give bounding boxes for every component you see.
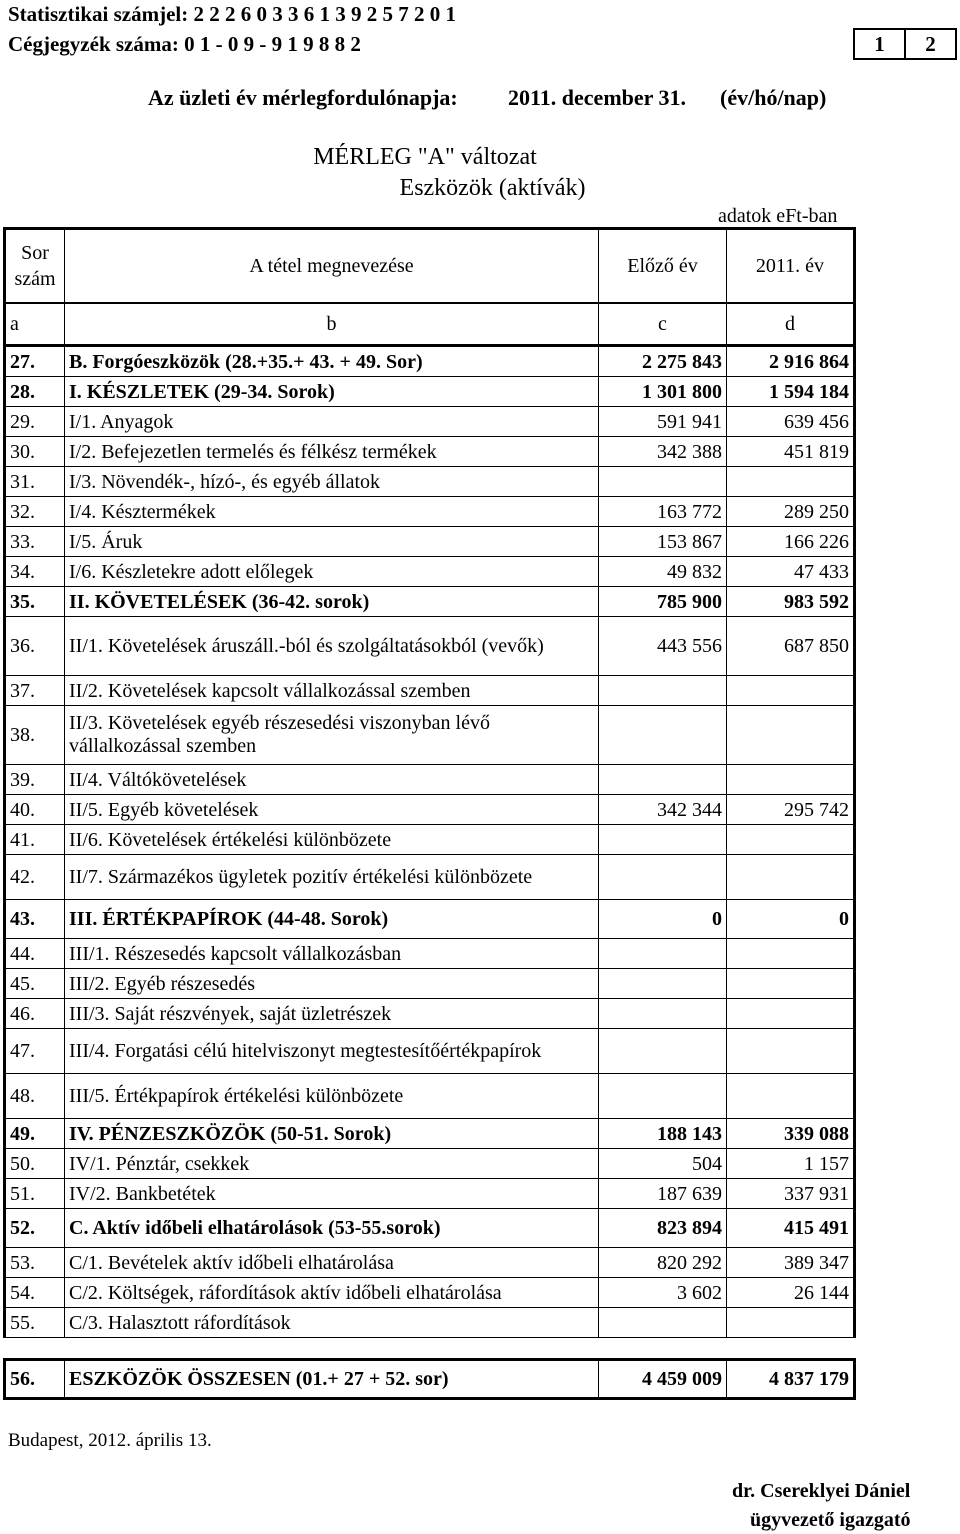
table-row — [5, 407, 855, 437]
total-row — [5, 1360, 855, 1399]
item-name: II/6. Követelések értékelési különbözete — [65, 825, 599, 855]
row-number: 30. — [5, 437, 65, 467]
row-number: 27. — [5, 346, 65, 377]
row-number: 52. — [5, 1209, 65, 1248]
statistical-number: Statisztikai számjel: 2 2 2 6 0 3 3 6 1 3 9 2 5 7 2 0 1 — [8, 2, 456, 26]
table-row — [5, 1278, 855, 1308]
page-number-box — [853, 28, 957, 60]
current-year-value — [727, 676, 855, 706]
current-year-value: 687 850 — [727, 617, 855, 676]
row-number: 51. — [5, 1179, 65, 1209]
row-number: 40. — [5, 795, 65, 825]
previous-year-value — [599, 855, 727, 900]
item-name: C/1. Bevételek aktív időbeli elhatárolása — [65, 1248, 599, 1278]
table-row — [5, 437, 855, 467]
previous-year-value: 163 772 — [599, 497, 727, 527]
item-name: II/4. Váltókövetelések — [65, 765, 599, 795]
previous-year-value: 820 292 — [599, 1248, 727, 1278]
previous-year-value: 1 301 800 — [599, 377, 727, 407]
current-year-value: 337 931 — [727, 1179, 855, 1209]
previous-year-value — [599, 1029, 727, 1074]
column-letter-a: a — [5, 303, 65, 346]
previous-year-value: 4 459 009 — [599, 1360, 727, 1399]
item-name: I/4. Késztermékek — [65, 497, 599, 527]
current-year-value: 451 819 — [727, 437, 855, 467]
current-year-value: 983 592 — [727, 587, 855, 617]
column-letter-c: c — [599, 303, 727, 346]
current-year-value — [727, 969, 855, 999]
table-row — [5, 676, 855, 706]
current-year-value — [727, 939, 855, 969]
table-row — [5, 527, 855, 557]
previous-year-value — [599, 825, 727, 855]
current-year-value: 295 742 — [727, 795, 855, 825]
current-year-value: 4 837 179 — [727, 1360, 855, 1399]
table-row — [5, 1119, 855, 1149]
table-row — [5, 969, 855, 999]
item-name: IV/1. Pénztár, csekkek — [65, 1149, 599, 1179]
item-name: IV. PÉNZESZKÖZÖK (50-51. Sorok) — [65, 1119, 599, 1149]
table-row — [5, 706, 855, 765]
units-note: adatok eFt-ban — [718, 205, 838, 227]
row-number: 33. — [5, 527, 65, 557]
current-year-value: 389 347 — [727, 1248, 855, 1278]
current-year-value — [727, 1308, 855, 1338]
current-year-value — [727, 765, 855, 795]
item-name: III/3. Saját részvények, saját üzletrészek — [65, 999, 599, 1029]
current-year-value — [727, 825, 855, 855]
balance-date: 2011. december 31. — [508, 85, 687, 110]
table-row — [5, 467, 855, 497]
item-name: I/5. Áruk — [65, 527, 599, 557]
current-year-value: 0 — [727, 900, 855, 939]
item-name: II/3. Követelések egyéb részesedési viszonyban lévő vállalkozással szemben — [65, 706, 599, 765]
row-number: 53. — [5, 1248, 65, 1278]
current-year-value: 26 144 — [727, 1278, 855, 1308]
row-number: 43. — [5, 900, 65, 939]
current-year-value: 1 157 — [727, 1149, 855, 1179]
spacer-cell — [5, 1338, 855, 1360]
table-row — [5, 1308, 855, 1338]
current-year-value: 166 226 — [727, 527, 855, 557]
current-year-value — [727, 855, 855, 900]
previous-year-value: 153 867 — [599, 527, 727, 557]
row-number: 54. — [5, 1278, 65, 1308]
previous-year-value — [599, 1074, 727, 1119]
item-name: III/5. Értékpapírok értékelési különbözete — [65, 1074, 599, 1119]
item-name: C/2. Költségek, ráfordítások aktív időbeli elhatárolása — [65, 1278, 599, 1308]
previous-year-value: 504 — [599, 1149, 727, 1179]
previous-year-value: 3 602 — [599, 1278, 727, 1308]
row-number: 49. — [5, 1119, 65, 1149]
current-year-value: 289 250 — [727, 497, 855, 527]
item-name: II/5. Egyéb követelések — [65, 795, 599, 825]
row-number: 48. — [5, 1074, 65, 1119]
current-year-value — [727, 999, 855, 1029]
table-row — [5, 557, 855, 587]
balance-date-label: Az üzleti év mérlegfordulónapja: — [148, 85, 458, 110]
header-current-year: 2011. év — [727, 229, 855, 304]
table-row — [5, 939, 855, 969]
spacer-row — [5, 1338, 855, 1360]
company-registration-number: Cégjegyzék száma: 0 1 - 0 9 - 9 1 9 8 8 2 — [8, 32, 361, 56]
row-number: 32. — [5, 497, 65, 527]
current-year-value: 2 916 864 — [727, 346, 855, 377]
table-row — [5, 617, 855, 676]
table-row — [5, 900, 855, 939]
table-row — [5, 795, 855, 825]
previous-year-value — [599, 706, 727, 765]
item-name: II/1. Követelések áruszáll.-ból és szolgáltatásokból (vevők) — [65, 617, 599, 676]
row-number: 45. — [5, 969, 65, 999]
item-name: IV/2. Bankbetétek — [65, 1179, 599, 1209]
previous-year-value: 342 388 — [599, 437, 727, 467]
previous-year-value: 188 143 — [599, 1119, 727, 1149]
item-name: I/2. Befejezetlen termelés és félkész termékek — [65, 437, 599, 467]
row-number: 38. — [5, 706, 65, 765]
current-year-value: 415 491 — [727, 1209, 855, 1248]
previous-year-value: 785 900 — [599, 587, 727, 617]
previous-year-value: 443 556 — [599, 617, 727, 676]
previous-year-value — [599, 765, 727, 795]
item-name: II/7. Származékos ügyletek pozitív értékelési különbözete — [65, 855, 599, 900]
previous-year-value — [599, 999, 727, 1029]
header-row-number: Sor szám — [5, 229, 65, 304]
signer-title: ügyvezető igazgató — [750, 1509, 911, 1531]
row-number: 39. — [5, 765, 65, 795]
row-number: 47. — [5, 1029, 65, 1074]
previous-year-value — [599, 1308, 727, 1338]
item-name: C/3. Halasztott ráfordítások — [65, 1308, 599, 1338]
current-year-value — [727, 467, 855, 497]
table-row — [5, 1209, 855, 1248]
current-year-value — [727, 1029, 855, 1074]
row-number: 46. — [5, 999, 65, 1029]
previous-year-value — [599, 676, 727, 706]
table-row — [5, 346, 855, 377]
item-name: III/4. Forgatási célú hitelviszonyt megtestesítőértékpapírok — [65, 1029, 599, 1074]
item-name: II/2. Követelések kapcsolt vállalkozással szemben — [65, 676, 599, 706]
row-number: 56. — [5, 1360, 65, 1399]
table-row — [5, 765, 855, 795]
current-year-value: 639 456 — [727, 407, 855, 437]
item-name: I/1. Anyagok — [65, 407, 599, 437]
item-name: I/3. Növendék-, hízó-, és egyéb állatok — [65, 467, 599, 497]
item-name: II. KÖVETELÉSEK (36-42. sorok) — [65, 587, 599, 617]
current-year-value — [727, 1074, 855, 1119]
table-row — [5, 1179, 855, 1209]
page-box-cell-2: 2 — [904, 30, 955, 58]
row-number: 42. — [5, 855, 65, 900]
item-name: ESZKÖZÖK ÖSSZESEN (01.+ 27 + 52. sor) — [65, 1360, 599, 1399]
table-header-row — [5, 229, 855, 304]
column-letter-d: d — [727, 303, 855, 346]
table-row — [5, 825, 855, 855]
previous-year-value: 591 941 — [599, 407, 727, 437]
page-subtitle: Eszközök (aktívák) — [399, 175, 586, 201]
row-number: 37. — [5, 676, 65, 706]
previous-year-value: 187 639 — [599, 1179, 727, 1209]
table-row — [5, 999, 855, 1029]
header-previous-year: Előző év — [599, 229, 727, 304]
table-row — [5, 497, 855, 527]
row-number: 44. — [5, 939, 65, 969]
item-name: III/1. Részesedés kapcsolt vállalkozásban — [65, 939, 599, 969]
row-number: 28. — [5, 377, 65, 407]
balance-sheet-table — [3, 227, 856, 1400]
item-name: C. Aktív időbeli elhatárolások (53-55.sorok) — [65, 1209, 599, 1248]
page-title: MÉRLEG "A" változat — [313, 144, 537, 170]
row-number: 50. — [5, 1149, 65, 1179]
table-row — [5, 1248, 855, 1278]
current-year-value: 1 594 184 — [727, 377, 855, 407]
row-number: 31. — [5, 467, 65, 497]
row-number: 34. — [5, 557, 65, 587]
header-item-name: A tétel megnevezése — [65, 229, 599, 304]
item-name: III. ÉRTÉKPAPÍROK (44-48. Sorok) — [65, 900, 599, 939]
row-number: 29. — [5, 407, 65, 437]
table-row — [5, 855, 855, 900]
previous-year-value: 823 894 — [599, 1209, 727, 1248]
column-letter-b: b — [65, 303, 599, 346]
previous-year-value — [599, 467, 727, 497]
table-row — [5, 377, 855, 407]
previous-year-value: 342 344 — [599, 795, 727, 825]
current-year-value: 47 433 — [727, 557, 855, 587]
item-name: III/2. Egyéb részesedés — [65, 969, 599, 999]
row-number: 41. — [5, 825, 65, 855]
row-number: 36. — [5, 617, 65, 676]
current-year-value: 339 088 — [727, 1119, 855, 1149]
previous-year-value: 2 275 843 — [599, 346, 727, 377]
signer-name: dr. Csereklyei Dániel — [732, 1480, 911, 1502]
table-row — [5, 1029, 855, 1074]
table-row — [5, 587, 855, 617]
table-row — [5, 1074, 855, 1119]
previous-year-value — [599, 939, 727, 969]
row-number: 35. — [5, 587, 65, 617]
place-date: Budapest, 2012. április 13. — [8, 1430, 212, 1451]
previous-year-value: 49 832 — [599, 557, 727, 587]
row-number: 55. — [5, 1308, 65, 1338]
previous-year-value: 0 — [599, 900, 727, 939]
current-year-value — [727, 706, 855, 765]
table-row — [5, 1149, 855, 1179]
item-name: I. KÉSZLETEK (29-34. Sorok) — [65, 377, 599, 407]
column-letters-row — [5, 303, 855, 346]
previous-year-value — [599, 969, 727, 999]
page-box-cell-1: 1 — [874, 32, 885, 56]
item-name: I/6. Készletekre adott előlegek — [65, 557, 599, 587]
item-name: B. Forgóeszközök (28.+35.+ 43. + 49. Sor) — [65, 346, 599, 377]
date-format: (év/hó/nap) — [720, 85, 827, 110]
